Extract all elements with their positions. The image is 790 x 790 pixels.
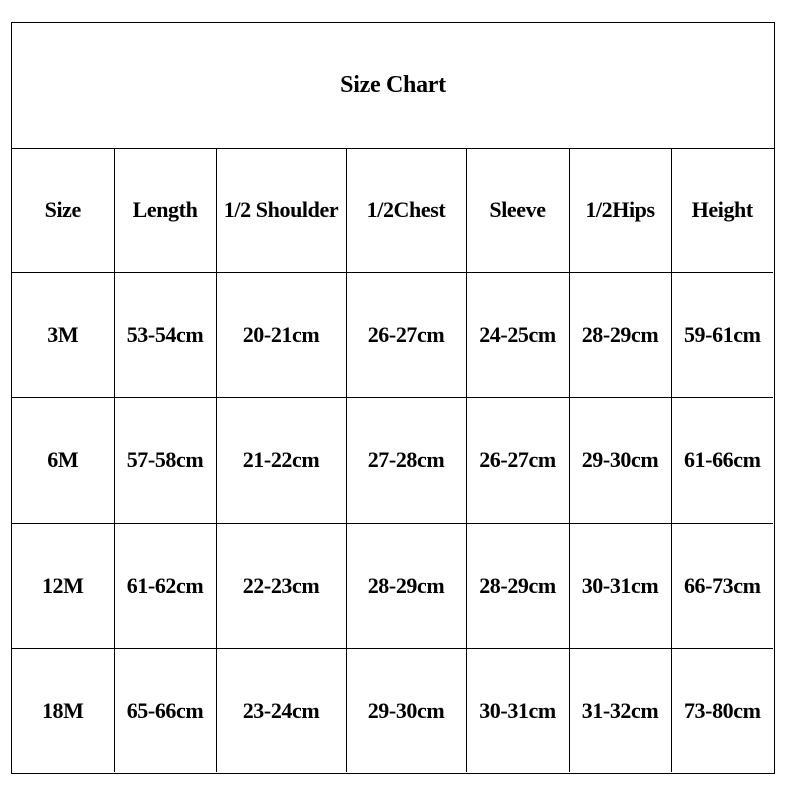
cell-half-shoulder: 20-21cm bbox=[216, 272, 346, 398]
cell-half-chest: 29-30cm bbox=[346, 649, 466, 772]
table-row bbox=[12, 649, 773, 772]
size-chart bbox=[11, 22, 775, 774]
cell-height: 61-66cm bbox=[671, 398, 773, 524]
header-half-hips: 1/2Hips bbox=[569, 149, 671, 272]
cell-height: 66-73cm bbox=[671, 523, 773, 649]
cell-size: 3M bbox=[12, 272, 114, 398]
cell-half-shoulder: 22-23cm bbox=[216, 523, 346, 649]
cell-sleeve: 30-31cm bbox=[466, 649, 569, 772]
cell-height: 59-61cm bbox=[671, 272, 773, 398]
cell-half-shoulder: 21-22cm bbox=[216, 398, 346, 524]
header-size: Size bbox=[12, 149, 114, 272]
cell-half-shoulder: 23-24cm bbox=[216, 649, 346, 772]
table-row bbox=[12, 398, 773, 524]
cell-sleeve: 28-29cm bbox=[466, 523, 569, 649]
header-half-chest: 1/2Chest bbox=[346, 149, 466, 272]
cell-half-hips: 30-31cm bbox=[569, 523, 671, 649]
header-height: Height bbox=[671, 149, 773, 272]
cell-size: 18M bbox=[12, 649, 114, 772]
cell-half-chest: 27-28cm bbox=[346, 398, 466, 524]
cell-sleeve: 24-25cm bbox=[466, 272, 569, 398]
header-length: Length bbox=[114, 149, 216, 272]
chart-title: Size Chart bbox=[12, 23, 774, 149]
cell-height: 73-80cm bbox=[671, 649, 773, 772]
cell-size: 12M bbox=[12, 523, 114, 649]
cell-length: 61-62cm bbox=[114, 523, 216, 649]
cell-length: 53-54cm bbox=[114, 272, 216, 398]
cell-length: 65-66cm bbox=[114, 649, 216, 772]
cell-half-hips: 31-32cm bbox=[569, 649, 671, 772]
cell-half-hips: 28-29cm bbox=[569, 272, 671, 398]
cell-half-hips: 29-30cm bbox=[569, 398, 671, 524]
cell-half-chest: 26-27cm bbox=[346, 272, 466, 398]
table-row bbox=[12, 272, 773, 398]
cell-size: 6M bbox=[12, 398, 114, 524]
size-table bbox=[12, 149, 773, 772]
header-sleeve: Sleeve bbox=[466, 149, 569, 272]
cell-half-chest: 28-29cm bbox=[346, 523, 466, 649]
cell-sleeve: 26-27cm bbox=[466, 398, 569, 524]
table-row bbox=[12, 523, 773, 649]
cell-length: 57-58cm bbox=[114, 398, 216, 524]
header-half-shoulder: 1/2 Shoulder bbox=[216, 149, 346, 272]
table-header-row bbox=[12, 149, 773, 272]
